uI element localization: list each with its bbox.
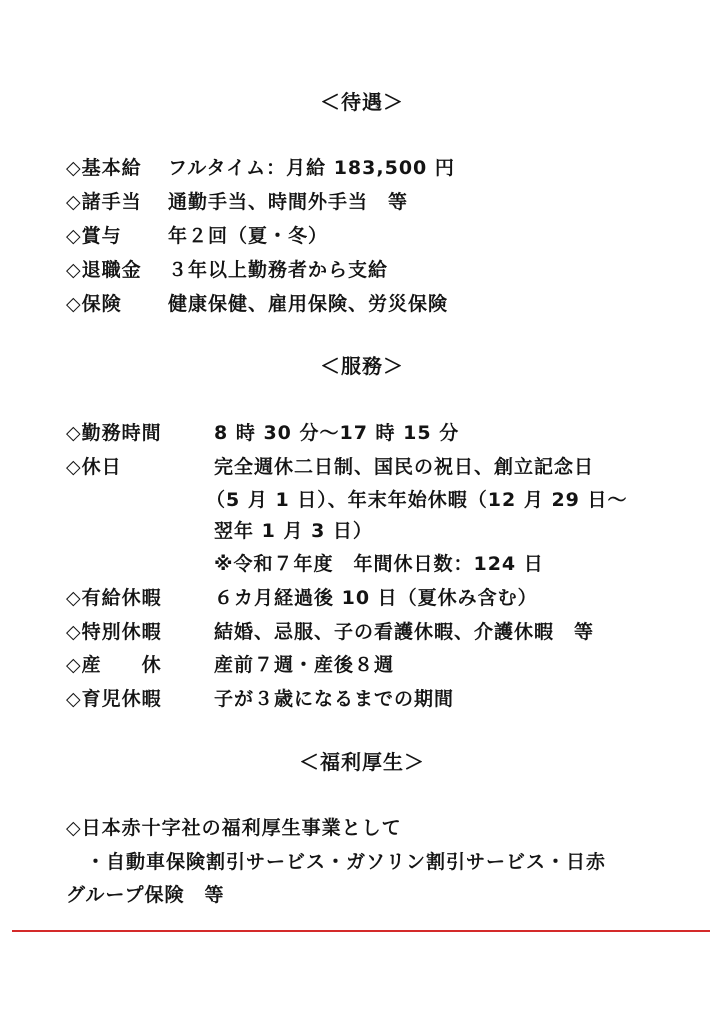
retirement-value: ３年以上勤務者から支給 xyxy=(168,259,389,281)
insurance-row xyxy=(66,291,666,317)
paid-leave-value: ６カ月経過後 10 日（夏休み含む） xyxy=(214,587,538,609)
insurance-label: ◇保険 xyxy=(66,293,122,315)
service-heading: ＜服務＞ xyxy=(320,354,404,378)
paid-leave-label: ◇有給休暇 xyxy=(66,587,162,609)
salary-value: フルタイム：月給 183,500 円 xyxy=(168,157,455,179)
salary-row xyxy=(66,155,666,181)
work-hours-value: 8 時 30 分～17 時 15 分 xyxy=(214,422,460,444)
holiday-line-3: 翌年 1 月 3 日） xyxy=(214,520,373,542)
holiday-row xyxy=(66,454,666,480)
holiday-line-1: 完全週休二日制、国民の祝日、創立記念日 xyxy=(214,456,595,478)
childcare-leave-label: ◇育児休暇 xyxy=(66,688,162,710)
holiday-label: ◇休日 xyxy=(66,456,122,478)
work-hours-label: ◇勤務時間 xyxy=(66,422,162,444)
holiday-line-2: （5 月 1 日）、年末年始休暇（12 月 29 日～ xyxy=(206,489,628,511)
retirement-label: ◇退職金 xyxy=(66,259,142,281)
bottom-divider xyxy=(12,930,710,932)
special-leave-label: ◇特別休暇 xyxy=(66,621,162,643)
holiday-note: ※令和７年度 年間休日数：124 日 xyxy=(214,553,544,575)
childcare-leave-value: 子が３歳になるまでの期間 xyxy=(214,688,455,710)
insurance-value: 健康保健、雇用保険、労災保険 xyxy=(168,293,449,315)
paid-leave-row xyxy=(66,585,666,611)
welfare-services-line: ・自動車保険割引サービス・ガソリン割引サービス・日赤 xyxy=(86,851,607,873)
allowance-row xyxy=(66,189,666,215)
maternity-leave-row xyxy=(66,652,666,678)
work-hours-row xyxy=(66,420,666,446)
bonus-value: 年２回（夏・冬） xyxy=(168,225,329,247)
bonus-label: ◇賞与 xyxy=(66,225,122,247)
maternity-leave-label: ◇産 休 xyxy=(66,654,162,676)
salary-label: ◇基本給 xyxy=(66,157,142,179)
allowance-label: ◇諸手当 xyxy=(66,191,142,213)
bonus-row xyxy=(66,223,666,249)
retirement-row xyxy=(66,257,666,283)
childcare-leave-row xyxy=(66,686,666,712)
special-leave-value: 結婚、忌服、子の看護休暇、介護休暇 等 xyxy=(214,621,595,643)
special-leave-row xyxy=(66,619,666,645)
treatment-heading: ＜待遇＞ xyxy=(320,90,404,114)
welfare-group-insurance-line: グループ保険 等 xyxy=(66,884,225,906)
welfare-intro: ◇日本赤十字社の福利厚生事業として xyxy=(66,817,402,839)
allowance-value: 通勤手当、時間外手当 等 xyxy=(168,191,409,213)
maternity-leave-value: 産前７週・産後８週 xyxy=(214,654,395,676)
welfare-heading: ＜福利厚生＞ xyxy=(299,750,425,774)
